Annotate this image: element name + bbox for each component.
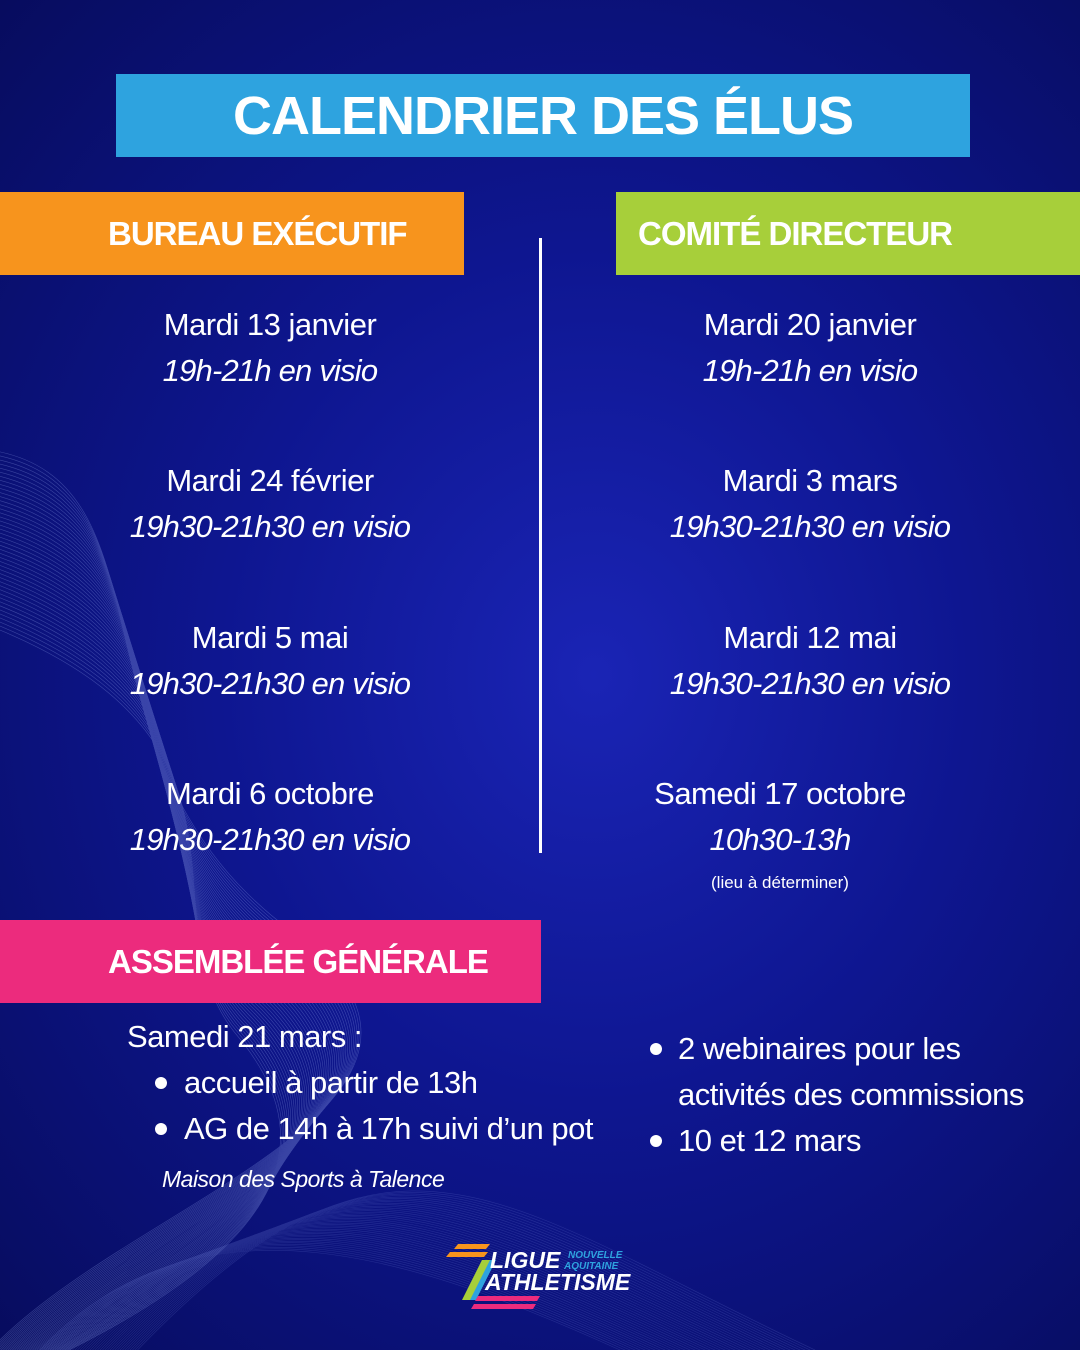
event-time: 19h-21h en visio bbox=[162, 353, 378, 388]
ag-date: Samedi 21 mars : bbox=[127, 1019, 362, 1054]
bureau-executif-label: BUREAU EXÉCUTIF bbox=[108, 214, 407, 252]
event-date: Mardi 24 février bbox=[166, 463, 374, 498]
bureau-event bbox=[0, 302, 540, 394]
assemblee-generale-header bbox=[0, 920, 541, 1003]
ag-list bbox=[127, 1060, 627, 1152]
event-time: 19h-21h en visio bbox=[702, 353, 918, 388]
bureau-event bbox=[0, 771, 540, 863]
event-time: 19h30-21h30 en visio bbox=[669, 666, 951, 701]
event-date: Mardi 13 janvier bbox=[163, 307, 377, 342]
event-date: Mardi 3 mars bbox=[722, 463, 898, 498]
event-time: 19h30-21h30 en visio bbox=[669, 509, 951, 544]
logo-ligue-text: LIGUE bbox=[490, 1247, 561, 1273]
comite-event bbox=[510, 771, 1050, 903]
list-item: accueil à partir de 13h bbox=[127, 1060, 627, 1106]
logo-aquitaine-text: AQUITAINE bbox=[564, 1261, 619, 1272]
ligue-athletisme-logo bbox=[440, 1238, 650, 1313]
event-date: Mardi 6 octobre bbox=[166, 776, 374, 811]
event-time: 19h30-21h30 en visio bbox=[129, 509, 411, 544]
event-time: 19h30-21h30 en visio bbox=[129, 822, 411, 857]
bureau-event bbox=[0, 615, 540, 707]
comite-event bbox=[540, 302, 1080, 394]
assemblee-generale-details bbox=[127, 1014, 627, 1152]
comite-directeur-header bbox=[616, 192, 1080, 275]
logo-athletisme-text: ATHLETISME bbox=[485, 1269, 631, 1295]
bureau-executif-header bbox=[0, 192, 464, 275]
list-item: 2 webinaires pour les activités des commissions bbox=[648, 1026, 1068, 1118]
list-item: AG de 14h à 17h suivi d’un pot bbox=[127, 1106, 627, 1152]
event-date: Mardi 20 janvier bbox=[703, 307, 917, 342]
event-time: 10h30-13h bbox=[709, 822, 851, 857]
webinar-list bbox=[648, 1026, 1068, 1164]
comite-event bbox=[540, 615, 1080, 707]
ag-place: Maison des Sports à Talence bbox=[162, 1166, 445, 1192]
event-note: (lieu à déterminer) bbox=[711, 873, 849, 892]
event-date: Mardi 5 mai bbox=[191, 620, 349, 655]
comite-directeur-label: COMITÉ DIRECTEUR bbox=[638, 214, 952, 252]
logo-nouvelle-text: NOUVELLE bbox=[568, 1250, 623, 1261]
page-title: CALENDRIER DES ÉLUS bbox=[232, 85, 854, 146]
comite-event bbox=[540, 458, 1080, 550]
event-date: Mardi 12 mai bbox=[723, 620, 897, 655]
list-item: 10 et 12 mars bbox=[648, 1118, 1068, 1164]
assemblee-generale-label: ASSEMBLÉE GÉNÉRALE bbox=[108, 942, 488, 980]
event-date: Samedi 17 octobre bbox=[654, 776, 906, 811]
event-time: 19h30-21h30 en visio bbox=[129, 666, 411, 701]
bureau-event bbox=[0, 458, 540, 550]
page-title-box bbox=[116, 74, 970, 157]
